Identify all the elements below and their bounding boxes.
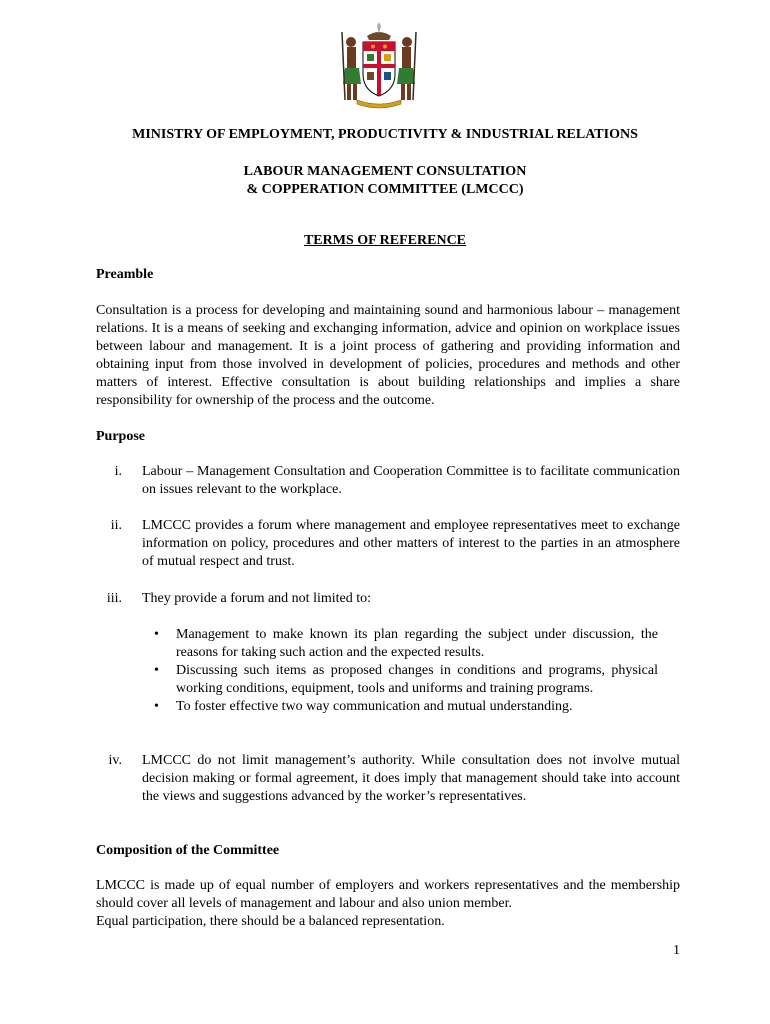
purpose-item-text: LMCCC do not limit management’s authority. While consultation does not involve mutual decision making or formal agreement, it does imply that management should take into account the views and suggestions advanced by the worker’s representatives. xyxy=(142,753,680,804)
composition-heading: Composition of the Committee xyxy=(96,843,280,858)
purpose-item-number: ii. xyxy=(110,518,122,533)
purpose-item-number: iv. xyxy=(108,753,122,768)
composition-note: Equal participation, there should be a balanced representation. xyxy=(96,914,445,929)
bullet-icon: • xyxy=(154,699,159,714)
coat-of-arms-icon xyxy=(337,22,421,110)
bullet-icon: • xyxy=(154,627,159,642)
purpose-item-text: Labour – Management Consultation and Cooperation Committee is to facilitate communication on issues relevant to the workplace. xyxy=(142,464,680,497)
list-item xyxy=(150,662,658,698)
purpose-heading: Purpose xyxy=(96,429,145,444)
preamble-paragraph: Consultation is a process for developing and maintaining sound and harmonious labour – management relations. It is a means of seeking and exchanging information, advice and opinion on workplace issues between labour and management. It is a joint process of gathering and providing information and obtaining input from those involved in development of policies, procedures and methods and other matters of interest. Effective consultation is about building relationships and implies a share responsibility for ownership of the process and the outcome. xyxy=(96,303,680,408)
ministry-title: MINISTRY OF EMPLOYMENT, PRODUCTIVITY & INDUSTRIAL RELATIONS xyxy=(132,127,638,142)
document-title xyxy=(0,232,770,250)
committee-title xyxy=(0,163,770,199)
list-item xyxy=(150,626,658,662)
preamble-heading: Preamble xyxy=(96,267,154,282)
bullet-text: Discussing such items as proposed changes in conditions and programs, physical working conditions, equipment, tools and uniforms and training programs. xyxy=(176,663,658,696)
document-title-text: TERMS OF REFERENCE xyxy=(303,233,467,248)
purpose-item-number: i. xyxy=(114,464,122,479)
purpose-item-text: They provide a forum and not limited to: xyxy=(142,591,372,606)
bullet-icon: • xyxy=(154,663,159,678)
purpose-item-text: LMCCC provides a forum where management and employee representatives meet to exchange information on policy, procedures and other matters of interest to the parties in an atmosphere of mutual respect and trust. xyxy=(142,518,680,569)
purpose-bullet-list xyxy=(150,626,658,716)
purpose-item-number: iii. xyxy=(106,591,122,606)
composition-paragraph: LMCCC is made up of equal number of employers and workers representatives and the membership should cover all levels of management and labour and also union member. xyxy=(96,878,680,911)
committee-title-line-2: & COPPERATION COMMITTEE (LMCCC) xyxy=(246,182,524,197)
page-number: 1 xyxy=(673,943,680,958)
committee-title-line-1: LABOUR MANAGEMENT CONSULTATION xyxy=(243,164,527,179)
list-item xyxy=(150,698,658,716)
bullet-text: Management to make known its plan regarding the subject under discussion, the reasons for taking such action and the expected results. xyxy=(176,627,658,660)
bullet-text: To foster effective two way communication and mutual understanding. xyxy=(176,699,573,714)
